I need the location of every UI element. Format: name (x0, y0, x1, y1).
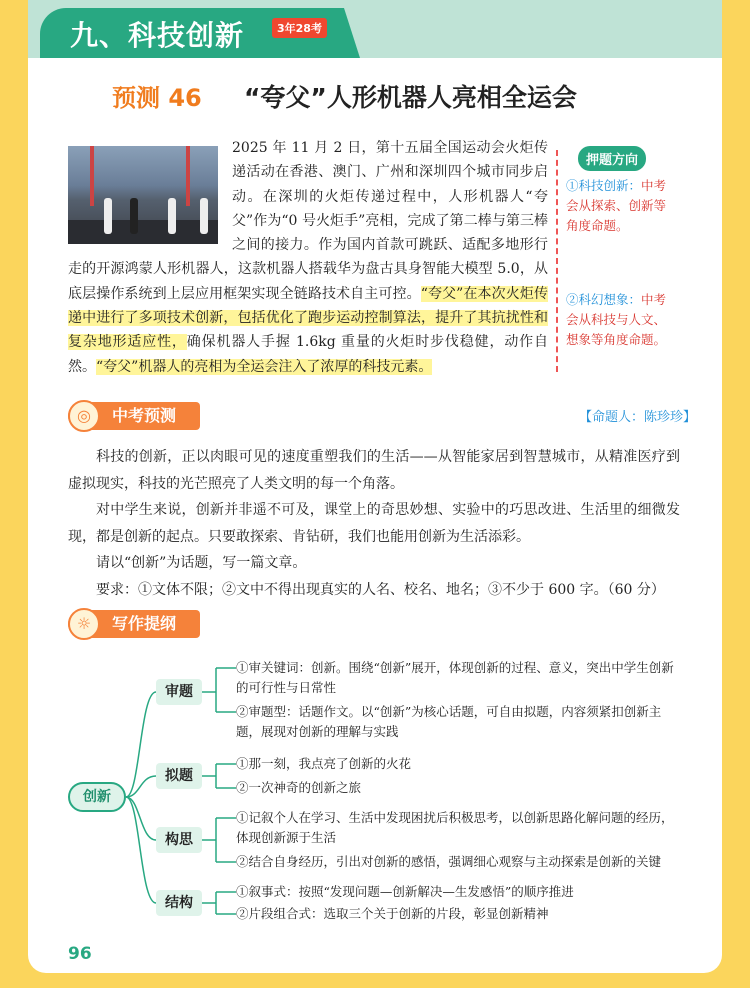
leaf-gousi-1: ①记叙个人在学习、生活中发现困扰后积极思考，以创新思路化解问题的经历，体现创新源于生活 (236, 810, 674, 845)
writing-prompt (68, 444, 680, 603)
side-note-2 (566, 290, 672, 350)
side-note-2-head: ②科幻想象： (566, 292, 642, 307)
article-intro: 2025 年 11 月 2 日，第十五届全国运动会火炬传递活动在香港、澳门、广州和深圳四个城市同步启动。在深圳的火炬传递过程中，人形机器人“夸父”作为“0 号火炬手”亮相，完成了第二棒与第三棒之间的接力。作为国内首款可跳跃、适配多地形行走的开源鸿蒙人形机器人，这款机器人搭载华为盘古具身智能大模型 5.0，从底层操作系统到上层应用框架实现全链路技术自主可控。 (68, 140, 548, 302)
leaf-jiegou-2: ②片段组合式：选取三个关于创新的片段，彰显创新精神 (236, 906, 549, 921)
photo-spacer (68, 136, 232, 254)
leaf-jiegou-1: ①叙事式：按照“发现问题—创新解决—生发感悟”的顺序推进 (236, 884, 574, 899)
chapter-badge: 3年28考 (272, 18, 327, 38)
article-text (68, 136, 548, 379)
branch-shenti: 审题 (156, 679, 202, 705)
lightbulb-icon: ☼ (68, 608, 100, 640)
section-outline-label: 写作提纲 (112, 614, 177, 633)
prediction-heading (112, 78, 577, 113)
connector-gousi (126, 797, 156, 840)
page-number: 96 (68, 944, 92, 964)
branch-niti: 拟题 (156, 763, 202, 789)
prompt-paragraph-2: 对中学生来说，创新并非遥不可及，课堂上的奇思妙想、实验中的巧思改进、生活里的细微发现，都是创新的起点。只要敢探索、肯钻研，我们也能用创新为生活添彩。 (68, 502, 680, 545)
side-note-1 (566, 176, 672, 236)
prediction-title: “夸父”人形机器人亮相全运会 (244, 83, 577, 112)
section-outline (68, 610, 200, 638)
author-credit: 【命题人：陈珍珍】 (578, 410, 696, 425)
chapter-title: 九、科技创新 (70, 19, 245, 52)
prompt-paragraph-1: 科技的创新，正以肉眼可见的速度重塑我们的生活——从智能家居到智慧城市，从精准医疗到虚拟现实，科技的光芒照亮了人类文明的每一个角落。 (68, 449, 680, 492)
outline-mindmap (40, 650, 700, 930)
mindmap-root: 创新 (68, 782, 126, 812)
prompt-requirements: 要求：①文体不限；②文中不得出现真实的人名、校名、地名；③不少于 600 字。（60 分） (96, 581, 665, 598)
article-middle: 确保机器人手握 1.6kg 重量的火炬时步伐稳健，动作自然。 (68, 334, 549, 375)
target-icon: ◎ (68, 400, 100, 432)
article-highlight: “夸父”在本次火炬传递中进行了多项技术创新，包括优化了跑步运动控制算法，提升了其抗扰性和复杂地形适应性， (68, 285, 548, 351)
side-note-2-body: 中考会从科技与人文、想象等角度命题。 (566, 292, 667, 347)
leaf-gousi-2: ②结合自身经历，引出对创新的感悟，强调细心观察与主动探索是创新的关键 (236, 854, 662, 869)
leaf-niti-2: ②一次神奇的创新之旅 (236, 780, 362, 795)
article-highlight-2: “夸父”机器人的亮相为全运会注入了浓厚的科技元素。 (96, 358, 433, 375)
connector-shenti-leaves (202, 668, 236, 712)
connector-niti-leaves (202, 764, 236, 788)
section-exam-prediction (68, 402, 200, 430)
prompt-paragraph-3: 请以“创新”为话题，写一篇文章。 (96, 555, 307, 571)
leaf-shenti-2: ②审题型：话题作文。以“创新”为核心话题，可自由拟题，内容须紧扣创新主题，展现对创新的理解与实践 (236, 704, 662, 739)
leaf-niti-1: ①那一刻，我点亮了创新的火花 (236, 756, 412, 771)
section-exam-label: 中考预测 (112, 406, 177, 425)
side-note-1-head: ①科技创新： (566, 178, 642, 193)
connector-jiegou-leaves (202, 892, 236, 914)
connector-jiegou (126, 797, 156, 903)
branch-gousi: 构思 (156, 827, 202, 853)
side-note-1-body: 中考会从探索、创新等角度命题。 (566, 178, 667, 233)
connector-shenti (126, 692, 156, 797)
branch-jiegou: 结构 (156, 890, 202, 916)
connector-gousi-leaves (202, 818, 236, 862)
leaf-shenti-1: ①审关键词：创新。围绕“创新”展开，体现创新的过程、意义，突出中学生创新的可行性与日常性 (236, 660, 674, 695)
side-tag: 押题方向 (578, 146, 646, 171)
prediction-number: 预测 46 (112, 84, 202, 112)
